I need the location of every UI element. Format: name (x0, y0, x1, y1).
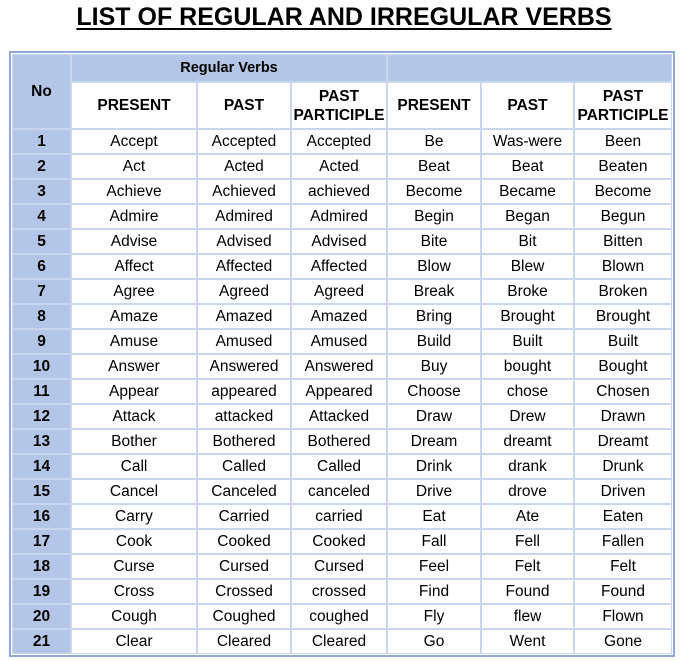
irregular-present-cell: Feel (388, 555, 480, 578)
irregular-present-cell: Find (388, 580, 480, 603)
irregular-past-cell: Blew (482, 255, 573, 278)
regular-present-cell: Attack (72, 405, 196, 428)
irregular-past-participle-cell: Gone (575, 630, 671, 653)
table-row (13, 355, 671, 378)
irregular-past-participle-cell: Flown (575, 605, 671, 628)
table-row (13, 280, 671, 303)
regular-past-participle-cell: Admired (292, 205, 386, 228)
regular-present-cell: Cook (72, 530, 196, 553)
regular-past-participle-cell: Called (292, 455, 386, 478)
regular-past-participle-cell: Answered (292, 355, 386, 378)
irregular-past-cell: flew (482, 605, 573, 628)
regular-past-participle-header: PAST PARTICIPLE (292, 83, 386, 128)
irregular-past-participle-cell: Been (575, 130, 671, 153)
table-row (13, 130, 671, 153)
irregular-past-cell: Began (482, 205, 573, 228)
regular-past-cell: Advised (198, 230, 290, 253)
regular-past-cell: Cooked (198, 530, 290, 553)
irregular-past-cell: dreamt (482, 430, 573, 453)
table-row (13, 255, 671, 278)
irregular-present-cell: Build (388, 330, 480, 353)
row-number-cell: 8 (13, 305, 70, 328)
regular-past-participle-cell: Cleared (292, 630, 386, 653)
regular-past-participle-cell: Amused (292, 330, 386, 353)
irregular-past-participle-cell: Brought (575, 305, 671, 328)
regular-past-participle-cell: canceled (292, 480, 386, 503)
table-row (13, 405, 671, 428)
table-row (13, 205, 671, 228)
regular-past-participle-cell: Amazed (292, 305, 386, 328)
table-row (13, 155, 671, 178)
table-row (13, 430, 671, 453)
regular-past-cell: Canceled (198, 480, 290, 503)
regular-past-cell: Agreed (198, 280, 290, 303)
regular-present-cell: Achieve (72, 180, 196, 203)
irregular-past-cell: chose (482, 380, 573, 403)
irregular-present-cell: Go (388, 630, 480, 653)
irregular-past-participle-cell: Become (575, 180, 671, 203)
irregular-past-cell: bought (482, 355, 573, 378)
regular-present-cell: Accept (72, 130, 196, 153)
regular-past-cell: appeared (198, 380, 290, 403)
irregular-past-cell: drove (482, 480, 573, 503)
irregular-past-participle-cell: Felt (575, 555, 671, 578)
irregular-past-participle-cell: Blown (575, 255, 671, 278)
regular-present-cell: Admire (72, 205, 196, 228)
table-row (13, 330, 671, 353)
regular-present-cell: Appear (72, 380, 196, 403)
regular-past-cell: Called (198, 455, 290, 478)
regular-past-cell: Cleared (198, 630, 290, 653)
row-number-cell: 18 (13, 555, 70, 578)
irregular-past-cell: Fell (482, 530, 573, 553)
irregular-past-cell: Became (482, 180, 573, 203)
regular-past-cell: Crossed (198, 580, 290, 603)
irregular-present-cell: Dream (388, 430, 480, 453)
irregular-verbs-group-header (388, 55, 671, 81)
table-row (13, 555, 671, 578)
irregular-past-cell: Beat (482, 155, 573, 178)
regular-past-cell: Admired (198, 205, 290, 228)
regular-past-participle-cell: Appeared (292, 380, 386, 403)
irregular-past-participle-cell: Broken (575, 280, 671, 303)
regular-present-cell: Call (72, 455, 196, 478)
page-title: LIST OF REGULAR AND IRREGULAR VERBS (76, 3, 612, 31)
irregular-present-cell: Become (388, 180, 480, 203)
regular-present-cell: Agree (72, 280, 196, 303)
regular-past-participle-cell: coughed (292, 605, 386, 628)
irregular-past-participle-cell: Bought (575, 355, 671, 378)
regular-past-participle-cell: Affected (292, 255, 386, 278)
table-row (13, 530, 671, 553)
row-number-cell: 12 (13, 405, 70, 428)
irregular-present-cell: Beat (388, 155, 480, 178)
irregular-past-cell: Drew (482, 405, 573, 428)
regular-past-cell: attacked (198, 405, 290, 428)
regular-present-cell: Act (72, 155, 196, 178)
regular-present-cell: Advise (72, 230, 196, 253)
regular-past-cell: Acted (198, 155, 290, 178)
regular-past-participle-cell: Bothered (292, 430, 386, 453)
irregular-past-participle-cell: Drunk (575, 455, 671, 478)
row-number-cell: 4 (13, 205, 70, 228)
regular-present-cell: Carry (72, 505, 196, 528)
regular-present-cell: Curse (72, 555, 196, 578)
verbs-table (11, 53, 673, 655)
irregular-present-cell: Choose (388, 380, 480, 403)
table-row (13, 180, 671, 203)
number-column-header: No (13, 55, 70, 128)
irregular-present-cell: Drive (388, 480, 480, 503)
irregular-past-cell: Found (482, 580, 573, 603)
row-number-cell: 9 (13, 330, 70, 353)
regular-present-cell: Clear (72, 630, 196, 653)
irregular-present-cell: Begin (388, 205, 480, 228)
row-number-cell: 19 (13, 580, 70, 603)
table-row (13, 230, 671, 253)
irregular-past-participle-cell: Dreamt (575, 430, 671, 453)
regular-past-header: PAST (198, 83, 290, 128)
row-number-cell: 11 (13, 380, 70, 403)
regular-present-cell: Amaze (72, 305, 196, 328)
regular-present-header: PRESENT (72, 83, 196, 128)
irregular-past-cell: Built (482, 330, 573, 353)
row-number-cell: 6 (13, 255, 70, 278)
row-number-cell: 16 (13, 505, 70, 528)
row-number-cell: 20 (13, 605, 70, 628)
irregular-past-participle-header: PAST PARTICIPLE (575, 83, 671, 128)
row-number-cell: 2 (13, 155, 70, 178)
row-number-cell: 14 (13, 455, 70, 478)
regular-past-participle-cell: achieved (292, 180, 386, 203)
regular-past-participle-cell: Cooked (292, 530, 386, 553)
regular-past-participle-cell: Attacked (292, 405, 386, 428)
regular-past-cell: Carried (198, 505, 290, 528)
table-row (13, 480, 671, 503)
irregular-present-cell: Break (388, 280, 480, 303)
regular-past-participle-cell: carried (292, 505, 386, 528)
irregular-past-header: PAST (482, 83, 573, 128)
irregular-past-cell: Brought (482, 305, 573, 328)
regular-past-participle-cell: Cursed (292, 555, 386, 578)
table-row (13, 605, 671, 628)
regular-past-cell: Accepted (198, 130, 290, 153)
regular-present-cell: Affect (72, 255, 196, 278)
irregular-present-cell: Fly (388, 605, 480, 628)
regular-past-cell: Cursed (198, 555, 290, 578)
row-number-cell: 5 (13, 230, 70, 253)
irregular-present-cell: Bite (388, 230, 480, 253)
regular-present-cell: Cough (72, 605, 196, 628)
table-row (13, 580, 671, 603)
irregular-present-cell: Be (388, 130, 480, 153)
verb-rows (13, 130, 671, 653)
irregular-past-participle-cell: Drawn (575, 405, 671, 428)
regular-past-cell: Achieved (198, 180, 290, 203)
row-number-cell: 17 (13, 530, 70, 553)
irregular-past-participle-cell: Begun (575, 205, 671, 228)
irregular-past-cell: Was-were (482, 130, 573, 153)
irregular-past-cell: Went (482, 630, 573, 653)
table-row (13, 630, 671, 653)
row-number-cell: 1 (13, 130, 70, 153)
irregular-present-header: PRESENT (388, 83, 480, 128)
row-number-cell: 10 (13, 355, 70, 378)
regular-verbs-group-header: Regular Verbs (72, 55, 386, 81)
table-row (13, 455, 671, 478)
irregular-past-cell: Bit (482, 230, 573, 253)
regular-present-cell: Cancel (72, 480, 196, 503)
regular-past-participle-cell: Acted (292, 155, 386, 178)
regular-past-participle-cell: crossed (292, 580, 386, 603)
irregular-past-participle-cell: Eaten (575, 505, 671, 528)
irregular-present-cell: Buy (388, 355, 480, 378)
regular-past-cell: Coughed (198, 605, 290, 628)
row-number-cell: 7 (13, 280, 70, 303)
regular-past-cell: Amused (198, 330, 290, 353)
irregular-past-cell: drank (482, 455, 573, 478)
irregular-past-participle-cell: Chosen (575, 380, 671, 403)
irregular-present-cell: Bring (388, 305, 480, 328)
table-row (13, 505, 671, 528)
row-number-cell: 3 (13, 180, 70, 203)
table-row (13, 305, 671, 328)
regular-past-cell: Affected (198, 255, 290, 278)
irregular-present-cell: Drink (388, 455, 480, 478)
irregular-present-cell: Fall (388, 530, 480, 553)
regular-past-participle-cell: Agreed (292, 280, 386, 303)
irregular-past-participle-cell: Driven (575, 480, 671, 503)
irregular-past-cell: Broke (482, 280, 573, 303)
irregular-past-participle-cell: Built (575, 330, 671, 353)
regular-past-cell: Bothered (198, 430, 290, 453)
irregular-present-cell: Draw (388, 405, 480, 428)
row-number-cell: 21 (13, 630, 70, 653)
irregular-past-participle-cell: Found (575, 580, 671, 603)
regular-present-cell: Bother (72, 430, 196, 453)
irregular-past-cell: Ate (482, 505, 573, 528)
regular-past-participle-cell: Accepted (292, 130, 386, 153)
irregular-past-participle-cell: Beaten (575, 155, 671, 178)
irregular-past-cell: Felt (482, 555, 573, 578)
regular-past-cell: Answered (198, 355, 290, 378)
regular-past-cell: Amazed (198, 305, 290, 328)
regular-present-cell: Cross (72, 580, 196, 603)
row-number-cell: 13 (13, 430, 70, 453)
regular-past-participle-cell: Advised (292, 230, 386, 253)
table-row (13, 380, 671, 403)
irregular-past-participle-cell: Bitten (575, 230, 671, 253)
regular-present-cell: Answer (72, 355, 196, 378)
row-number-cell: 15 (13, 480, 70, 503)
irregular-present-cell: Eat (388, 505, 480, 528)
irregular-present-cell: Blow (388, 255, 480, 278)
irregular-past-participle-cell: Fallen (575, 530, 671, 553)
regular-present-cell: Amuse (72, 330, 196, 353)
